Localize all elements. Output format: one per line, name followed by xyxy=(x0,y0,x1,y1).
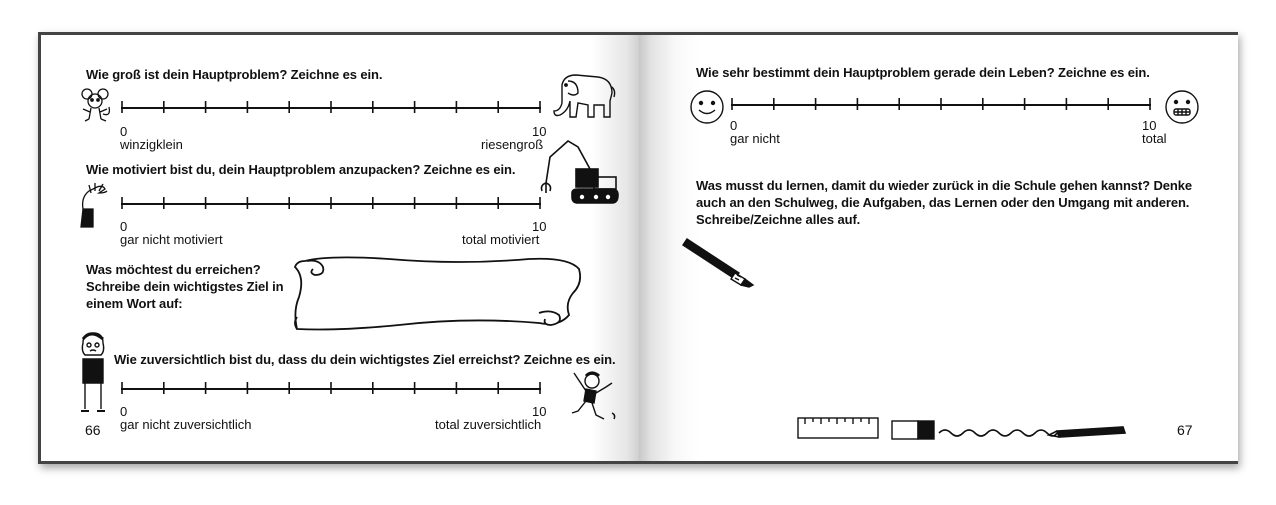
motivation-max-value: 10 xyxy=(532,219,547,234)
question-problem-size: Wie groß ist dein Hauptproblem? Zeichne es ein. xyxy=(86,67,383,82)
excavator-icon xyxy=(538,139,622,213)
learning-question-line1: Was musst du lernen, damit du wieder zurück in die Schule gehen kannst? Denke xyxy=(696,178,1193,193)
smiley-happy-icon xyxy=(689,89,725,125)
goal-question-line3: einem Wort auf: xyxy=(86,296,183,311)
goal-question-line2: Schreibe dein wichtigstes Ziel in xyxy=(86,279,284,294)
learning-question-line3: Schreibe/Zeichne alles auf. xyxy=(696,212,861,227)
worried-boy-icon xyxy=(75,331,111,417)
question-motivation: Wie motiviert bist du, dein Hauptproblem anzupacken? Zeichne es ein. xyxy=(86,162,516,177)
life-impact-min-value: 0 xyxy=(730,118,738,133)
size-max-value: 10 xyxy=(532,124,547,139)
pencil-scribble-icon xyxy=(937,423,1129,441)
pen-icon xyxy=(679,235,759,289)
right-page xyxy=(639,35,1238,461)
question-life-impact: Wie sehr bestimmt dein Hauptproblem gerade dein Leben? Zeichne es ein. xyxy=(696,65,1150,80)
motivation-scale[interactable] xyxy=(121,197,546,209)
book-spread xyxy=(38,32,1238,464)
size-scale[interactable] xyxy=(121,101,546,113)
life-impact-max-label: total xyxy=(1142,131,1167,146)
confidence-min-label: gar nicht zuversichtlich xyxy=(120,417,252,432)
goal-question-line1: Was möchtest du erreichen? xyxy=(86,262,261,277)
motivation-max-label: total motiviert xyxy=(462,232,540,247)
life-impact-min-label: gar nicht xyxy=(730,131,780,146)
size-min-value: 0 xyxy=(120,124,128,139)
scroll-banner-field[interactable] xyxy=(289,253,585,333)
life-impact-max-value: 10 xyxy=(1142,118,1157,133)
confidence-min-value: 0 xyxy=(120,404,128,419)
ruler-icon xyxy=(797,416,879,440)
life-impact-scale[interactable] xyxy=(731,98,1156,110)
eraser-icon xyxy=(890,419,936,441)
page-number-right: 67 xyxy=(1177,422,1193,438)
page-number-left: 66 xyxy=(85,422,101,438)
motivation-min-label: gar nicht motiviert xyxy=(120,232,223,247)
elephant-icon xyxy=(546,71,618,123)
hand-pinch-icon xyxy=(77,181,113,229)
size-max-label: riesengroß xyxy=(481,137,544,152)
confidence-max-value: 10 xyxy=(532,404,547,419)
mouse-icon xyxy=(79,87,113,125)
smiley-grimace-icon xyxy=(1164,89,1200,125)
motivation-min-value: 0 xyxy=(120,219,128,234)
size-min-label: winzigklein xyxy=(120,137,183,152)
left-page xyxy=(41,35,639,461)
learning-question-line2: auch an den Schulweg, die Aufgaben, das Lernen oder den Umgang mit anderen. xyxy=(696,195,1190,210)
confidence-max-label: total zuversichtlich xyxy=(435,417,542,432)
confidence-scale[interactable] xyxy=(121,382,546,394)
question-confidence: Wie zuversichtlich bist du, dass du dein wichtigstes Ziel erreichst? Zeichne es ein. xyxy=(114,352,616,367)
jumping-boy-icon xyxy=(556,369,618,425)
